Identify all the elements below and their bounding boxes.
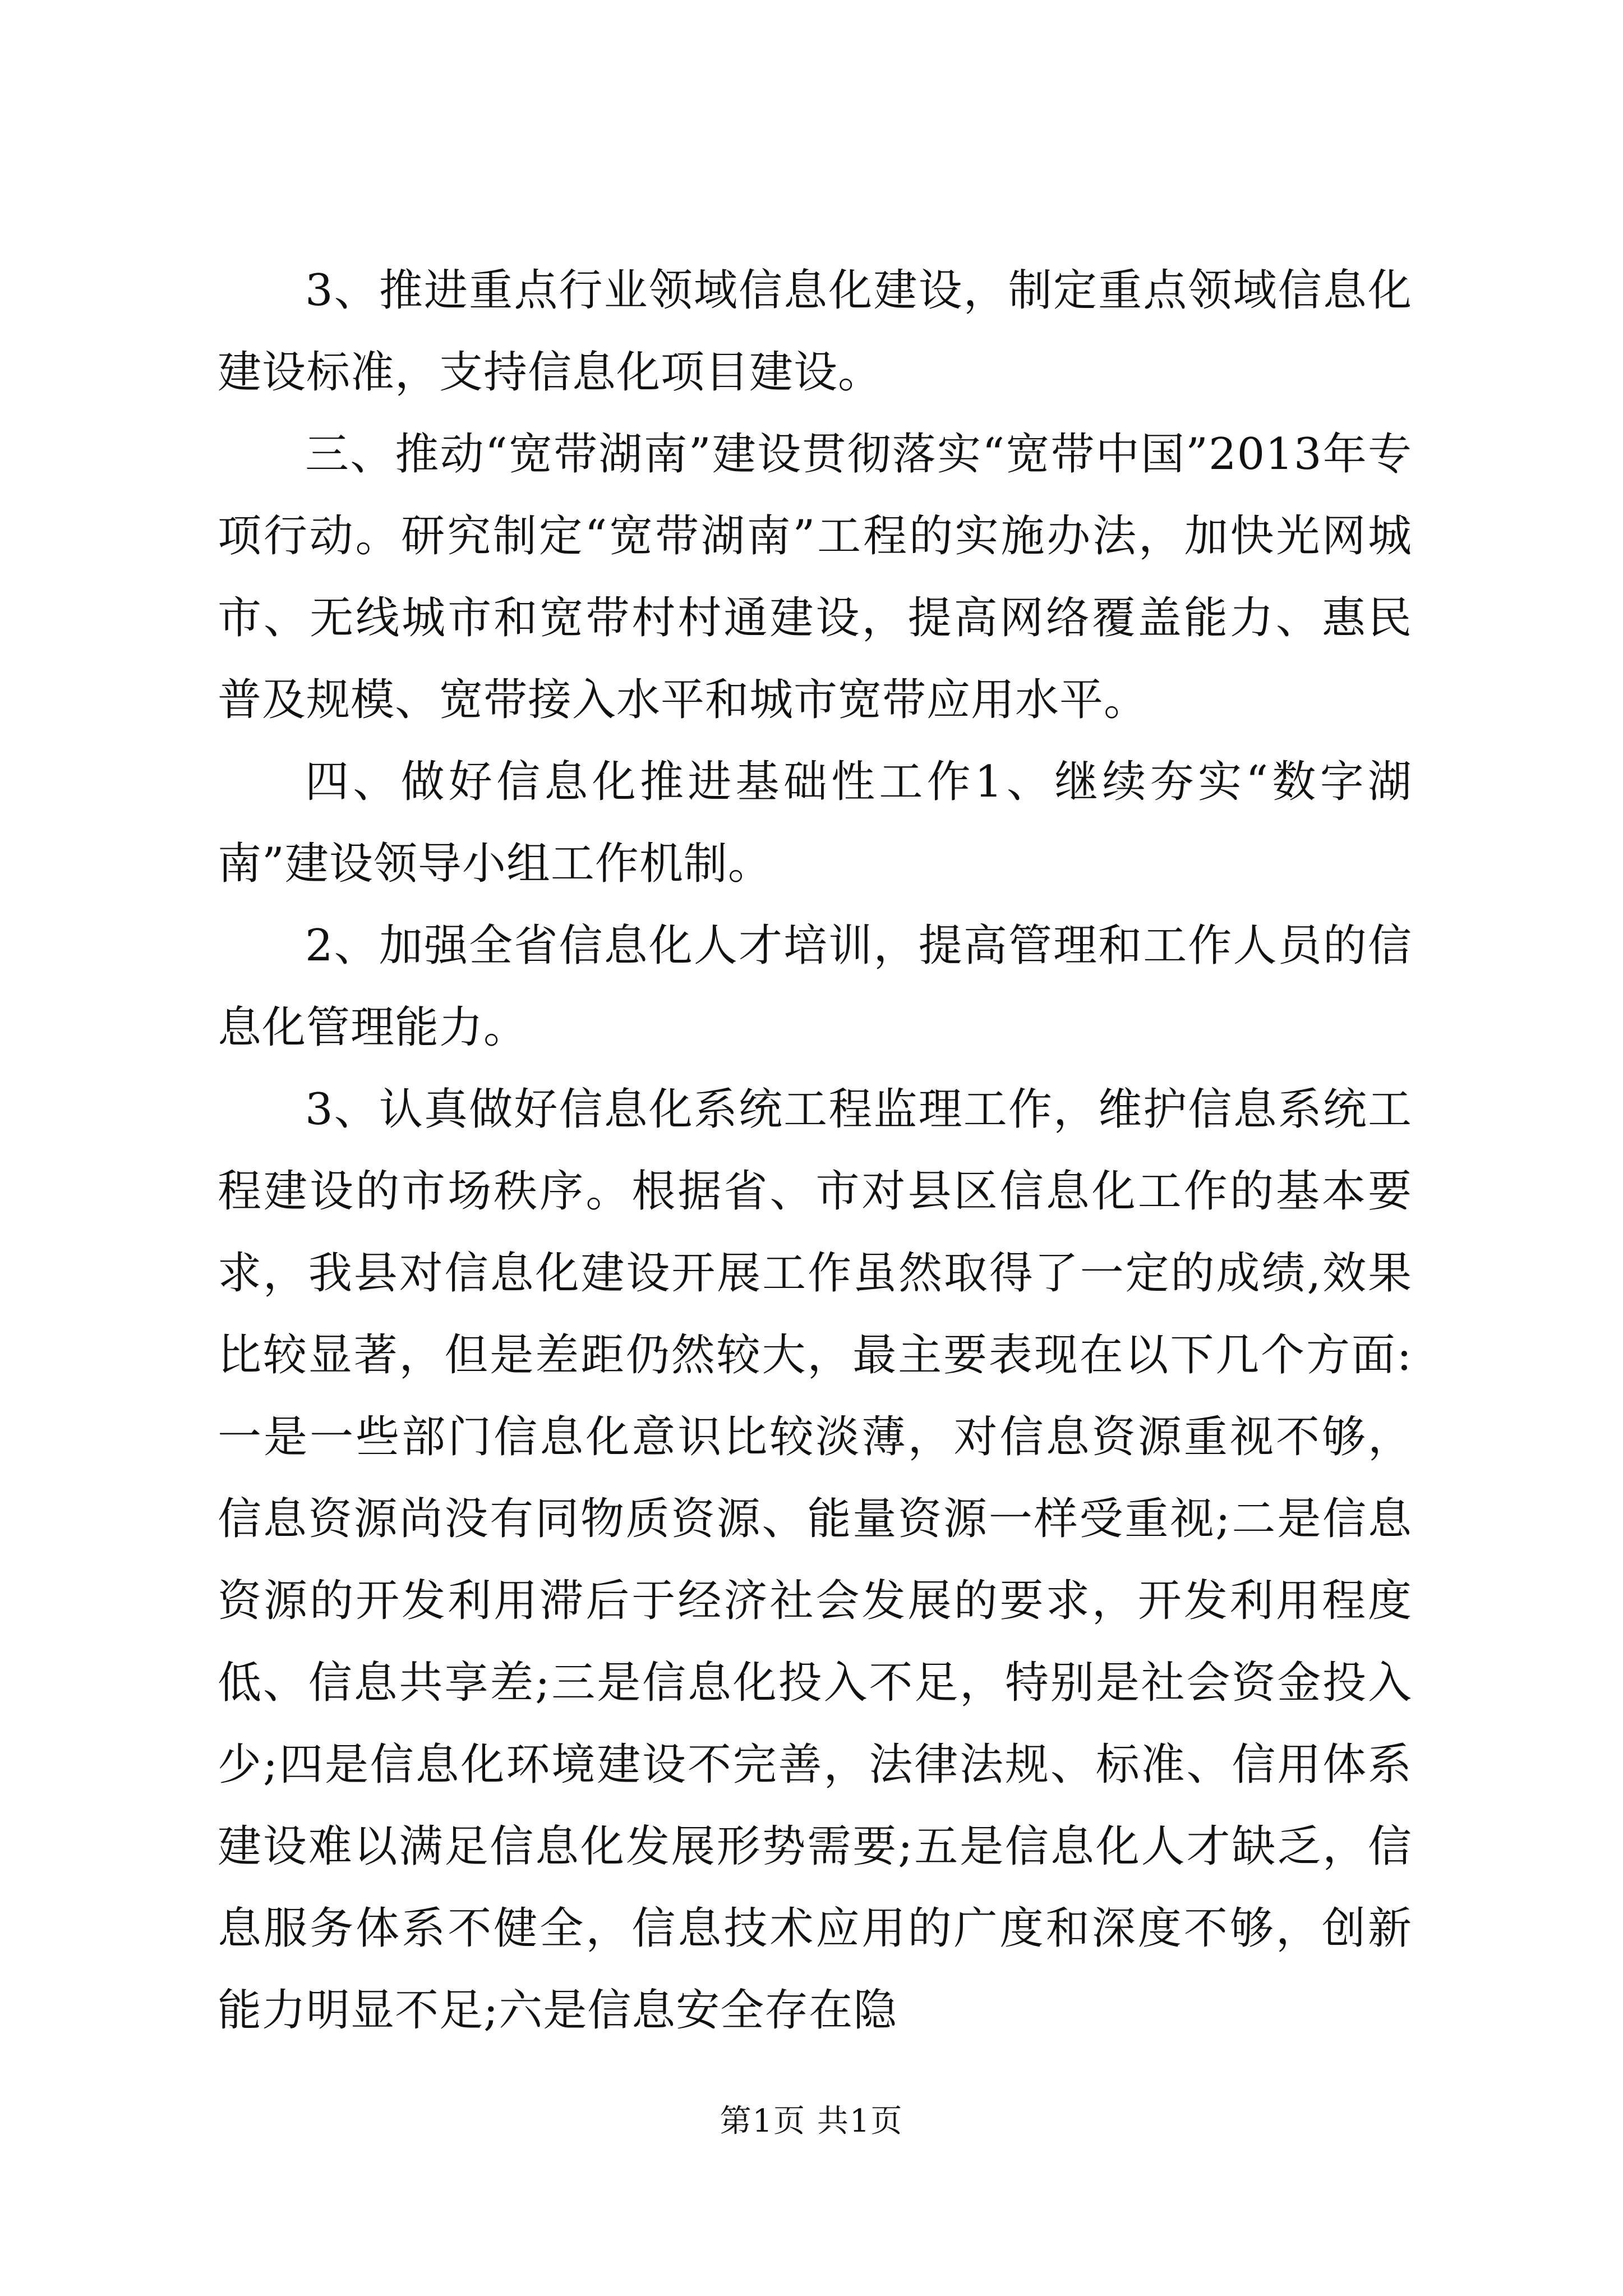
document-body (218, 250, 1412, 2051)
paragraph-3: 四、做好信息化推进基础性工作1、继续夯实“数字湖南”建设领导小组工作机制。 (218, 757, 1412, 889)
paragraph-2: 三、推动“宽带湖南”建设贯彻落实“宽带中国”2013年专项行动。研究制定“宽带湖南”工程的实施办法，加快光网城市、无线城市和宽带村村通建设，提高网络覆盖能力、惠民普及规模、宽带接入水平和城市宽带应用水平。 (218, 429, 1412, 725)
paragraph-5: 3、认真做好信息化系统工程监理工作，维护信息系统工程建设的市场秩序。根据省、市对县区信息化工作的基本要求，我县对信息化建设开展工作虽然取得了一定的成绩,效果比较显著，但是差距仍然较大，最主要表现在以下几个方面:一是一些部门信息化意识比较淡薄，对信息资源重视不够，信息资源尚没有同物质资源、能量资源一样受重视;二是信息资源的开发利用滞后于经济社会发展的要求，开发利用程度低、信息共享差;三是信息化投入不足，特别是社会资金投入少;四是信息化环境建设不完善，法律法规、标准、信用体系建设难以满足信息化发展形势需要;五是信息化人才缺乏，信息服务体系不健全，信息技术应用的广度和深度不够，创新能力明显不足;六是信息安全存在隐 (218, 1084, 1412, 2036)
paragraph-4: 2、加强全省信息化人才培训，提高管理和工作人员的信息化管理能力。 (218, 921, 1412, 1053)
paragraph-1: 3、推进重点行业领域信息化建设，制定重点领域信息化建设标准，支持信息化项目建设。 (218, 265, 1412, 398)
page-footer: 第1页 共1页 (720, 2103, 903, 2139)
